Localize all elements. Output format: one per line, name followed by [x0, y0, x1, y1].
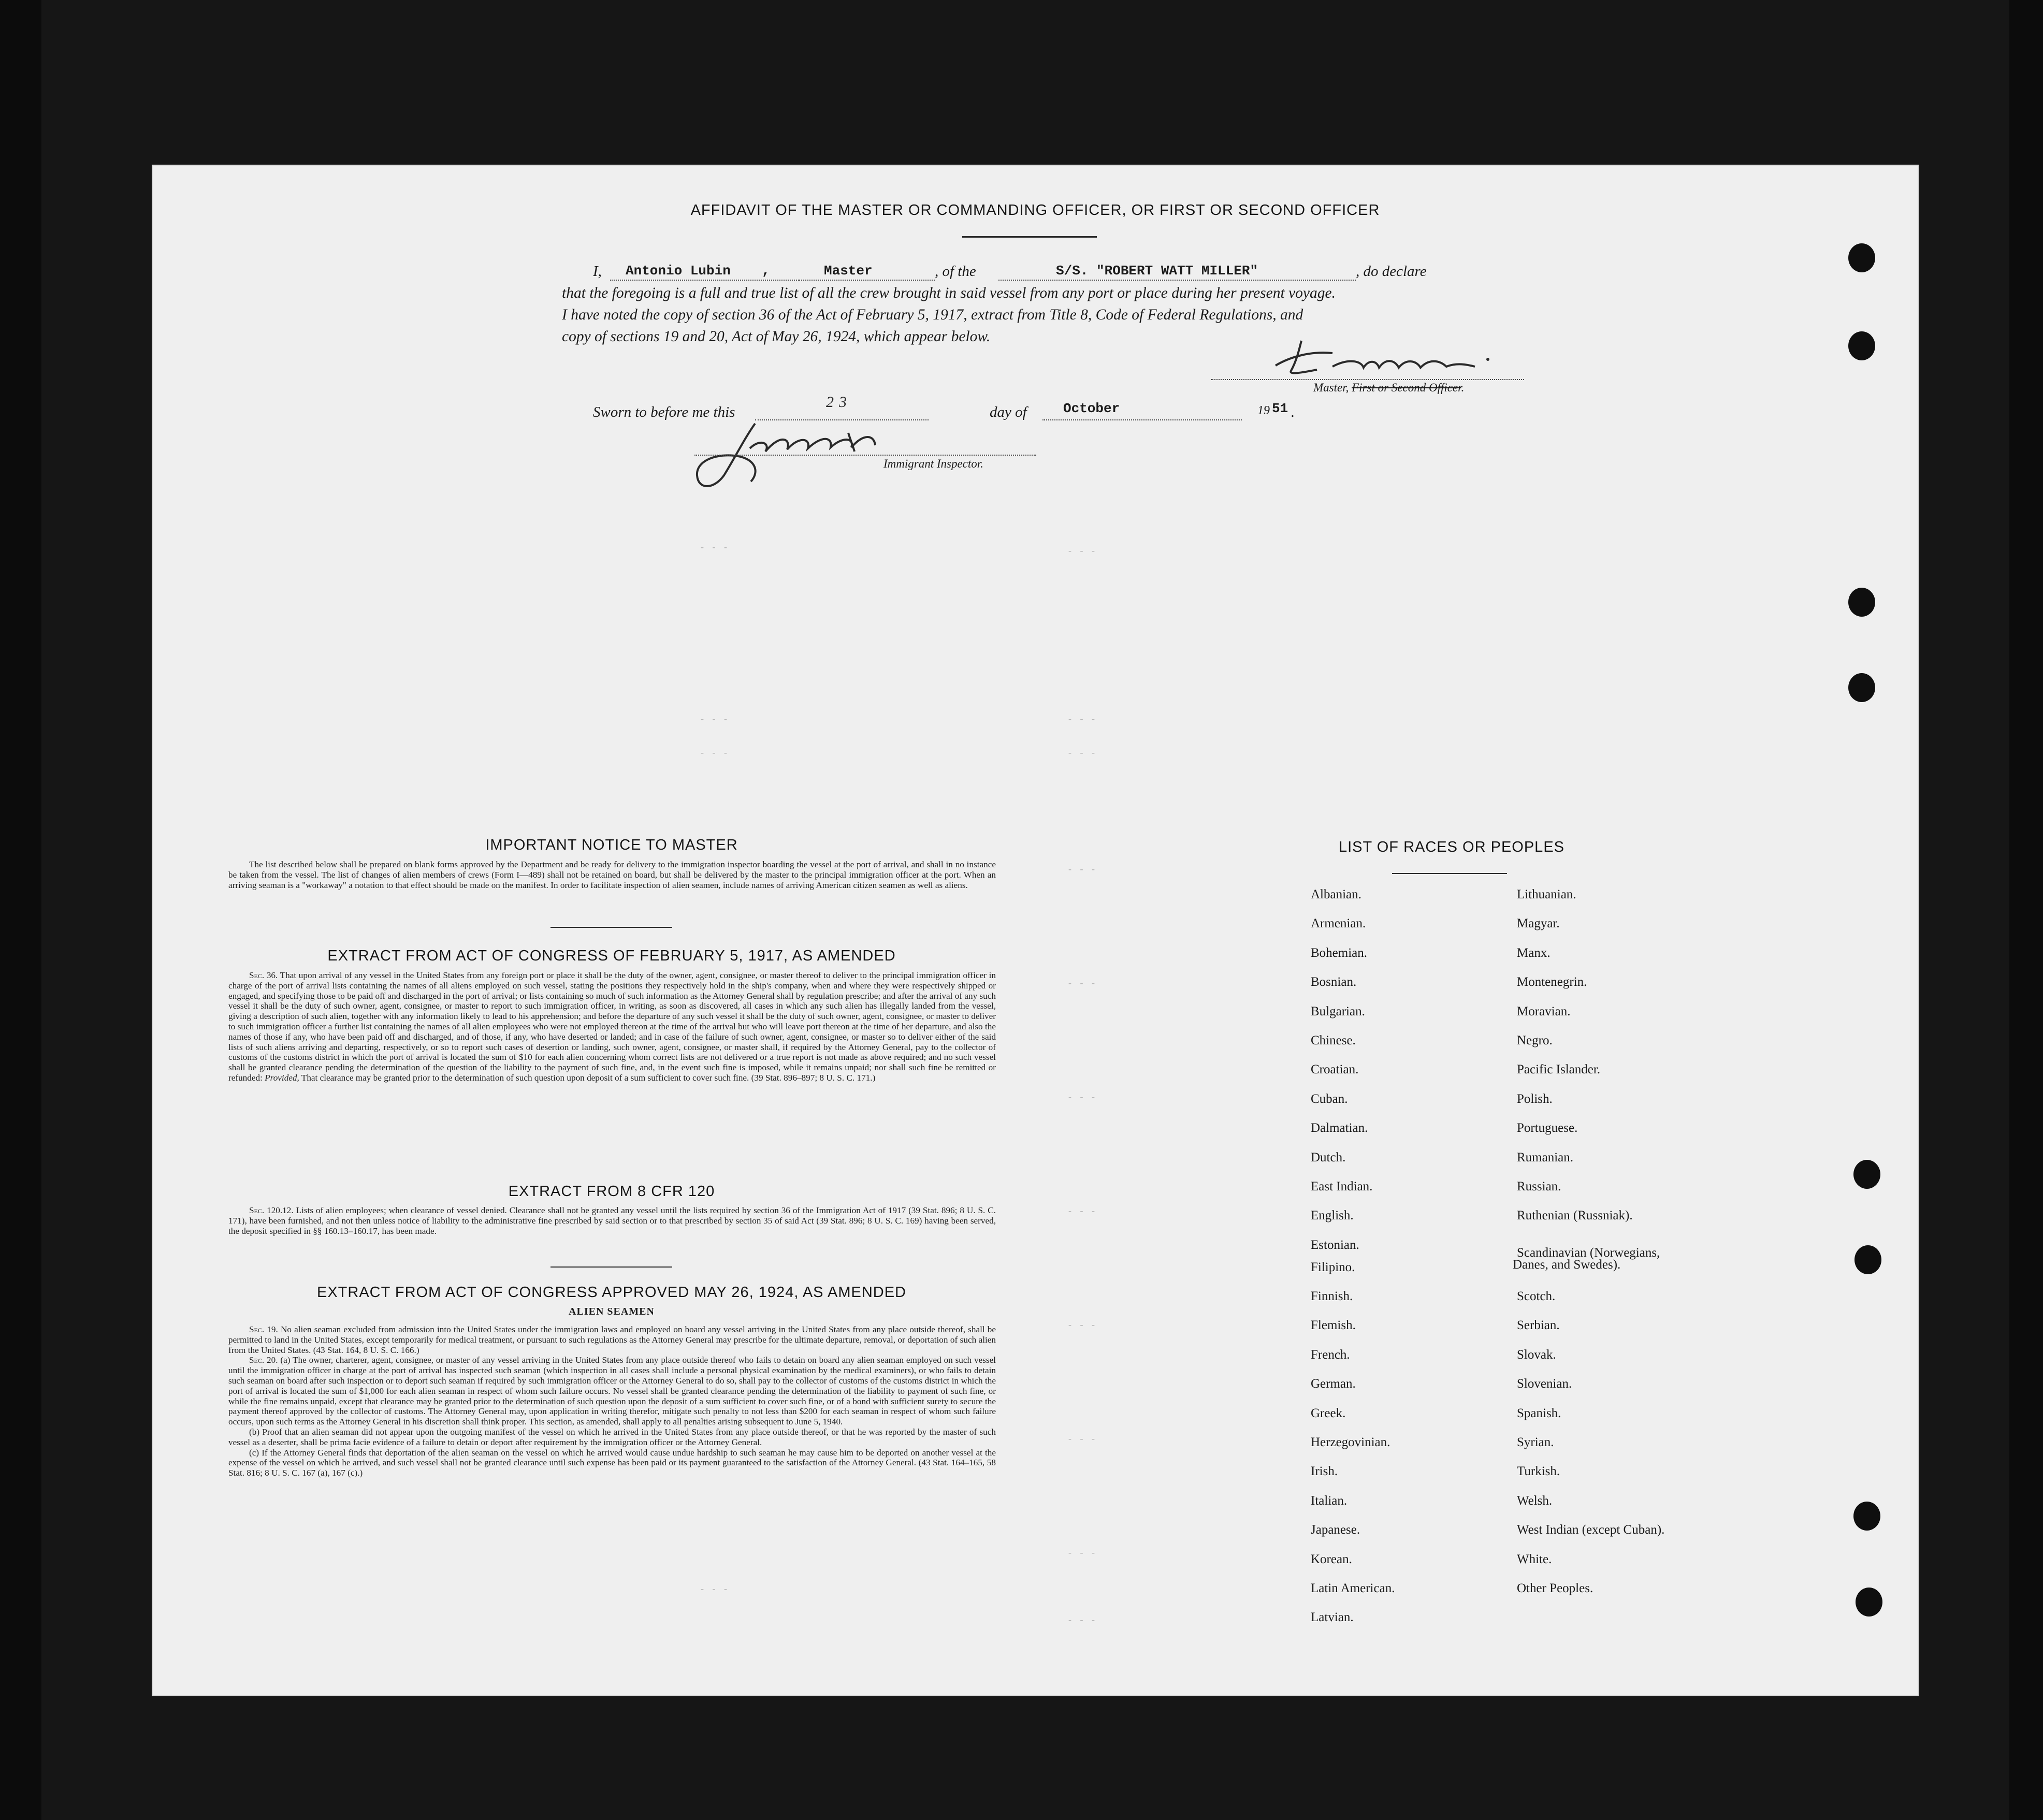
notice-text	[228, 860, 996, 890]
race-item: Croatian.	[1311, 1062, 1359, 1077]
caption-period: .	[1461, 381, 1465, 394]
sec-36-paragraph	[228, 970, 996, 1083]
bleed-through-mark: - - -	[1068, 1547, 1098, 1557]
sec-36-label: Sec. 36.	[249, 970, 278, 980]
race-item: Turkish.	[1517, 1464, 1560, 1479]
sec-19-text: No alien seaman excluded from admission into the United States under the immigration laws and employed on board any vessel arriving in the United States from any place outside thereof, shall be permitted to land in the United States, except temporarily for medical treatment, or pursuant to such regulations as the Attorney General may prescribe for the ultimate departure, removal, or deportation of such alien from the United States. (43 Stat. 164, 8 U. S. C. 166.)	[228, 1324, 996, 1355]
caption-struck-officer: First or Second Officer	[1352, 381, 1461, 394]
punch-hole	[1853, 1502, 1880, 1531]
race-item: Dutch.	[1311, 1150, 1346, 1164]
race-item: Bulgarian.	[1311, 1004, 1365, 1018]
race-item: Irish.	[1311, 1464, 1338, 1479]
declare-prefix: I,	[593, 263, 602, 280]
race-item: Chinese.	[1311, 1033, 1356, 1047]
sec-120-paragraph	[228, 1205, 996, 1236]
sec-36-text: That upon arrival of any vessel in the United States from any foreign port or place it shall be the duty of the owner, agent, consignee, or master thereof to deliver to the principal immigration officer in charge of the port of arrival lists containing the names of all aliens employed on such vessel, stating the positions they respectively hold in the ship's company, when and where they were respectively shipped or engaged, and specifying those to be paid off and discharged in the port of arrival; or lists containing so much of such information as the Attorney General shall by regulation prescribe; and after the arrival of any such vessel it shall be the duty of such owner, agent, consignee, or master to report to such immigration officer, in writing, as soon as discovered, all cases in which any such alien has illegally landed from the vessel, giving a description of such alien, together with any information likely to lead to his apprehension; and before the departure of any such vessel it shall be the duty of such owner, agent, consignee, or master to deliver to such immigration officer a further list containing the names of all alien employees who were not employed thereon at the time of the arrival but who will leave port thereon at the time of her departure, and also the names of those if any, who have been paid off and discharged, and of those, if any, who have deserted or landed; and in case of the failure of such owner, agent, consignee, or master so to deliver either of the said lists of such aliens arriving and departing, respectively, or so to report such cases of desertion or landing, such owner, agent, consignee, or master shall, if required by the Attorney General, pay to the collector of customs of the customs district in which the port of arrival is located the sum of $10 for each alien concerning whom correct lists are not delivered or a true report is not made as above required; and no such vessel shall be granted clearance pending the determination of the question of the liability to the payment of such fine, and, in the event such fine is imposed, while it remains unpaid; nor shall such fine be remitted or refunded:	[228, 970, 996, 1083]
inspector-signature-line	[694, 455, 1036, 456]
race-item: Spanish.	[1517, 1406, 1561, 1420]
declaration-line-3: I have noted the copy of section 36 of the Act of February 5, 1917, extract from Title 8, Code of Federal Regulations, and	[562, 307, 1303, 323]
race-item: Manx.	[1517, 945, 1551, 960]
sec-36-proviso: Provided,	[265, 1072, 299, 1083]
sec-120-text: Lists of alien employees; when clearance of vessel denied. Clearance shall not be granted any vessel until the lists required by section 36 of the Immigration Act of 1917 (39 Stat. 896; 8 U. S. C. 171), have been furnished, and not then unless notice of liability to the administrative fine prescribed by said section or to that prescribed by section 35 of said Act (39 Stat. 896; 8 U. S. C. 169) having been served, the deposit specified in §§ 160.13–160.17, has been made.	[228, 1205, 996, 1236]
race-item: Filipino.	[1311, 1260, 1355, 1274]
race-item: Moravian.	[1517, 1004, 1571, 1018]
document-page	[152, 165, 1919, 1696]
races-title-rule	[1392, 873, 1507, 874]
race-item: Ruthenian (Russniak).	[1517, 1209, 1633, 1223]
punch-hole	[1853, 1160, 1880, 1189]
race-item: West Indian (except Cuban).	[1517, 1523, 1665, 1537]
bleed-through-mark: - - -	[1068, 1433, 1098, 1444]
race-item: French.	[1311, 1347, 1350, 1362]
sec-19-paragraph	[228, 1324, 996, 1355]
race-item: Bosnian.	[1311, 975, 1357, 989]
race-item: Bohemian.	[1311, 945, 1368, 960]
bleed-through-mark: - - -	[701, 1583, 730, 1594]
master-signature-caption	[1313, 381, 1464, 395]
bleed-through-mark: - - -	[1068, 864, 1098, 874]
race-item: Albanian.	[1311, 887, 1361, 901]
alien-seamen-subtitle: ALIEN SEAMEN	[569, 1306, 655, 1317]
title-rule	[962, 236, 1097, 238]
scan-left-edge	[0, 0, 41, 1820]
extract-1917-text	[228, 970, 996, 1083]
sec-120-label: Sec. 120.12.	[249, 1205, 294, 1215]
declaration-line-4: copy of sections 19 and 20, Act of May 26, 1924, which appear below.	[562, 328, 991, 345]
declaration-line-2: that the foregoing is a full and true list of all the crew brought in said vessel from any port or place during her present voyage.	[562, 285, 1336, 301]
do-declare-label: , do declare	[1356, 263, 1427, 280]
bleed-through-mark: - - -	[701, 747, 730, 758]
sworn-prefix: Sworn to before me this	[593, 404, 735, 420]
race-item: Herzegovinian.	[1311, 1435, 1390, 1449]
race-item: Portuguese.	[1517, 1121, 1578, 1135]
punch-hole	[1848, 331, 1875, 360]
bleed-through-mark: - - -	[1068, 1614, 1098, 1625]
notice-paragraph: The list described below shall be prepared on blank forms approved by the Department and be ready for delivery to the immigration inspector boarding the vessel at the port of arrival, and shall in no instance be taken from the vessel. The list of changes of alien members of crews (Form I—489) shall not be retained on board, but shall be delivered by the master to the principal immigration officer at the port. When an arriving seaman is a "workaway" a notation to that effect should be made on the manifest. In order to facilitate inspection of alien seamen, include names of arriving American citizen seamen as well as aliens.	[228, 860, 996, 890]
bleed-through-mark: - - -	[1068, 714, 1098, 724]
race-item: Cuban.	[1311, 1091, 1348, 1106]
bleed-through-mark: - - -	[1068, 1319, 1098, 1330]
sec-20a-paragraph	[228, 1355, 996, 1427]
extract-cfr-title: EXTRACT FROM 8 CFR 120	[508, 1183, 715, 1200]
sec-36-text-end: That clearance may be granted prior to the determination of such question upon deposit of a sum sufficient to cover such fine. (39 Stat. 896–897; 8 U. S. C. 171.)	[301, 1072, 876, 1083]
year-suffix: 51	[1272, 401, 1288, 416]
day-of-label: day of	[990, 404, 1027, 420]
race-item: Latin American.	[1311, 1581, 1395, 1595]
sworn-month: October	[1063, 401, 1120, 416]
extract-1924-title: EXTRACT FROM ACT OF CONGRESS APPROVED MAY 26, 1924, AS AMENDED	[317, 1284, 906, 1301]
race-item: Welsh.	[1517, 1493, 1553, 1508]
sec-20-label: Sec. 20.	[249, 1355, 278, 1365]
bleed-through-mark: - - -	[1068, 545, 1098, 556]
race-item: English.	[1311, 1209, 1354, 1223]
race-item: Italian.	[1311, 1493, 1347, 1508]
race-item: Korean.	[1311, 1552, 1352, 1566]
year-prefix: 19	[1257, 404, 1270, 417]
inspector-caption: Immigrant Inspector.	[883, 457, 983, 470]
race-item: Other Peoples.	[1517, 1581, 1593, 1595]
race-item: German.	[1311, 1377, 1356, 1391]
race-item: Negro.	[1517, 1033, 1553, 1047]
sec-20c-paragraph: (c) If the Attorney General finds that deportation of the alien seaman on the vessel on which he arrived would cause undue hardship to such seaman he may cause him to be deported on another vessel at the expense of the vessel on which he arrived, and such vessel shall not be granted clearance until such expense has been paid or its payment guaranteed to the satisfaction of the Attorney General. (43 Stat. 164–165, 58 Stat. 816; 8 U. S. C. 167 (a), 167 (c).)	[228, 1447, 996, 1478]
race-item: Flemish.	[1311, 1318, 1356, 1333]
inspector-signature	[693, 417, 910, 500]
vessel-name: S/S. "ROBERT WATT MILLER"	[1056, 263, 1258, 279]
punch-hole	[1848, 243, 1875, 272]
scan-right-edge	[2009, 0, 2043, 1820]
month-underline	[1042, 419, 1242, 420]
race-item: Finnish.	[1311, 1289, 1353, 1303]
race-item: Russian.	[1517, 1180, 1561, 1193]
race-item: Estonian.	[1311, 1237, 1359, 1252]
punch-hole	[1854, 1245, 1881, 1274]
race-item: Danes, and Swedes).	[1513, 1258, 1621, 1272]
punch-hole	[1848, 673, 1875, 702]
race-item: Scandinavian (Norwegians,	[1517, 1246, 1660, 1260]
race-item: Syrian.	[1517, 1435, 1554, 1449]
race-item: Polish.	[1517, 1091, 1553, 1106]
race-item: Slovenian.	[1517, 1377, 1572, 1391]
sec-20a-text: (a) The owner, charterer, agent, consignee, or master of any vessel arriving in the United States from any place outside thereof who fails to detain on board any alien seaman employed on such vessel until the immigration officer in charge at the port of arrival has inspected such seaman (which inspection in all cases shall include a personal physical examination by the medical examiners), or who fails to detain such seaman on board after such inspection or to deport such seaman if required by such immigration officer or the Attorney General to do so, shall pay to the collector of customs of the customs district in which the port of arrival is located the sum of $1,000 for each alien seaman in respect of whom such failure occurs. No vessel shall be granted clearance pending the determination of the liability to payment of such fine, or while the fine remains unpaid, except that clearance may be granted prior to the determination of such question upon the deposit of a sum sufficient to cover such fine, or of a bond with sufficient surety to secure the payment thereof approved by the collector of customs. The Attorney General may, upon application in writing therefor, mitigate such penalty to not less than $200 for each seaman in respect of whom such failure occurs, upon such terms as the Attorney General in his discretion shall think proper. This section, as amended, shall apply to all penalties arising subsequent to June 5, 1940.	[228, 1355, 996, 1427]
bleed-through-mark: - - -	[701, 714, 730, 724]
extract-1917-title: EXTRACT FROM ACT OF CONGRESS OF FEBRUARY 5, 1917, AS AMENDED	[327, 948, 896, 964]
bleed-through-mark: - - -	[1068, 978, 1098, 988]
sworn-day: 23	[826, 394, 852, 411]
notice-title: IMPORTANT NOTICE TO MASTER	[485, 837, 738, 853]
race-item: Scotch.	[1517, 1289, 1556, 1303]
race-item: Montenegrin.	[1517, 975, 1587, 989]
race-item: Magyar.	[1517, 916, 1560, 931]
master-signature-line	[1211, 379, 1524, 380]
races-title: LIST OF RACES OR PEOPLES	[1338, 839, 1565, 855]
of-the-label: , of the	[935, 263, 976, 280]
race-item: Greek.	[1311, 1406, 1346, 1420]
sec-20b-paragraph: (b) Proof that an alien seaman did not appear upon the outgoing manifest of the vessel on which he arrived in the United States from any place outside thereof, or that he was reported by the master of such vessel as a deserter, shall be prima facie evidence of a failure to detain or deport after requirement by the immigration officer or the Attorney General.	[228, 1426, 996, 1447]
caption-master: Master,	[1313, 381, 1349, 394]
vessel-underline	[998, 280, 1356, 281]
affidavit-title: AFFIDAVIT OF THE MASTER OR COMMANDING OFFICER, OR FIRST OR SECOND OFFICER	[690, 202, 1380, 219]
rank-underline	[799, 280, 935, 281]
punch-hole	[1856, 1588, 1882, 1617]
name-underline	[610, 280, 799, 281]
section-rule	[550, 1266, 672, 1268]
extract-1924-text	[228, 1324, 996, 1478]
race-item: Pacific Islander.	[1517, 1062, 1601, 1077]
race-item: Latvian.	[1311, 1610, 1354, 1625]
master-name: Antonio Lubin	[626, 263, 731, 279]
bleed-through-mark: - - -	[1068, 1205, 1098, 1216]
master-signature	[1270, 336, 1519, 382]
race-item: Rumanian.	[1517, 1150, 1574, 1164]
race-item: Serbian.	[1517, 1318, 1560, 1333]
year-period: .	[1291, 404, 1295, 420]
name-comma: ,	[762, 263, 770, 279]
race-item: White.	[1517, 1552, 1552, 1566]
race-item: Armenian.	[1311, 916, 1366, 931]
race-item: East Indian.	[1311, 1180, 1373, 1193]
section-rule	[550, 927, 672, 928]
punch-hole	[1848, 588, 1875, 617]
bleed-through-mark: - - -	[701, 542, 730, 552]
race-item: Japanese.	[1311, 1523, 1360, 1537]
bleed-through-mark: - - -	[1068, 747, 1098, 758]
sec-19-label: Sec. 19.	[249, 1324, 278, 1334]
extract-cfr-text	[228, 1205, 996, 1236]
race-item: Dalmatian.	[1311, 1121, 1368, 1135]
race-item: Slovak.	[1517, 1347, 1556, 1362]
race-item: Lithuanian.	[1517, 887, 1576, 901]
bleed-through-mark: - - -	[1068, 1091, 1098, 1102]
master-rank: Master	[824, 263, 873, 279]
